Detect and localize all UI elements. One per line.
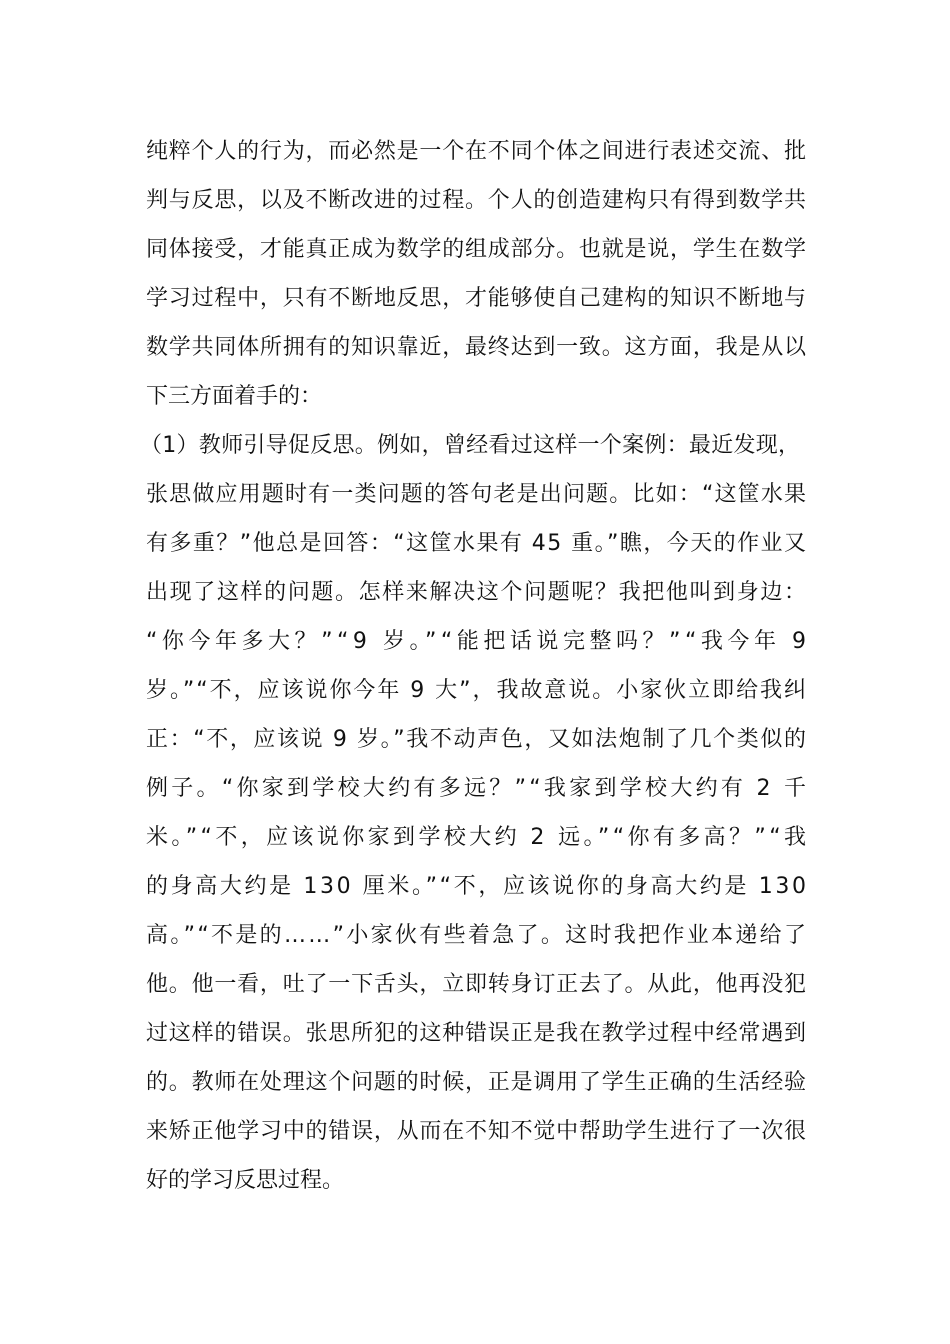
line-text: 例子。“你家到学校大约有多远？”“我家到学校大约有 2 千	[146, 776, 810, 801]
line-text: 有多重？”他总是回答：“这筐水果有 45 重。”瞧，今天的作业又	[146, 531, 808, 556]
text-line	[146, 372, 806, 421]
text-line	[146, 960, 806, 1009]
line-text: 的身高大约是 130 厘米。”“不，应该说你的身高大约是 130	[146, 874, 809, 899]
line-text: 出现了这样的问题。怎样来解决这个问题呢？我把他叫到身边：	[146, 580, 808, 605]
text-line	[146, 568, 806, 617]
text-line	[146, 127, 806, 176]
body-text	[140, 127, 811, 1205]
line-text: 下三方面着手的：	[146, 384, 323, 409]
text-line	[146, 1156, 806, 1205]
text-line	[146, 666, 806, 715]
text-line	[146, 1107, 806, 1156]
line-text: 判与反思，以及不断改进的过程。个人的创造建构只有得到数学共	[146, 188, 807, 213]
text-line	[146, 1009, 806, 1058]
text-line	[140, 421, 806, 470]
line-text: 学习过程中，只有不断地反思，才能够使自己建构的知识不断地与	[146, 286, 807, 311]
line-text: 张思做应用题时有一类问题的答句老是出问题。比如：“这筐水果	[146, 482, 808, 507]
text-line	[146, 862, 809, 911]
text-line	[146, 176, 806, 225]
text-line	[146, 470, 806, 519]
line-text: 同体接受，才能真正成为数学的组成部分。也就是说，学生在数学	[146, 237, 807, 262]
line-text: 米。”“不，应该说你家到学校大约 2 远。”“你有多高？”“我	[146, 825, 810, 850]
line-text: 的。教师在处理这个问题的时候，正是调用了学生正确的生活经验	[146, 1070, 807, 1095]
text-line	[146, 274, 806, 323]
line-text: 岁。”“不，应该说你今年 9 大”，我故意说。小家伙立即给我纠	[146, 678, 808, 703]
line-text: 来矫正他学习中的错误，从而在不知不觉中帮助学生进行了一次很	[146, 1119, 807, 1144]
text-line	[146, 1058, 806, 1107]
text-line	[146, 323, 806, 372]
line-text: （1）教师引导促反思。例如，曾经看过这样一个案例：最近发现，	[140, 433, 801, 458]
text-line	[146, 764, 810, 813]
line-text: 数学共同体所拥有的知识靠近，最终达到一致。这方面，我是从以	[146, 335, 807, 360]
text-line	[146, 225, 806, 274]
text-line	[146, 911, 809, 960]
text-line	[146, 715, 806, 764]
line-text: 好的学习反思过程。	[146, 1168, 345, 1193]
line-text: 纯粹个人的行为，而必然是一个在不同个体之间进行表述交流、批	[146, 139, 807, 164]
line-text: 正：“不，应该说 9 岁。”我不动声色，又如法炮制了几个类似的	[146, 727, 808, 752]
line-text: 过这样的错误。张思所犯的这种错误正是我在教学过程中经常遇到	[146, 1021, 807, 1046]
line-text: 他。他一看，吐了一下舌头，立即转身订正去了。从此，他再没犯	[146, 972, 807, 997]
text-line	[146, 519, 806, 568]
text-line	[146, 617, 811, 666]
line-text: 高。”“不是的……”小家伙有些着急了。这时我把作业本递给了	[146, 923, 809, 948]
line-text: “你今年多大？”“9 岁。”“能把话说完整吗？”“我今年 9	[146, 629, 811, 654]
text-line	[146, 813, 810, 862]
